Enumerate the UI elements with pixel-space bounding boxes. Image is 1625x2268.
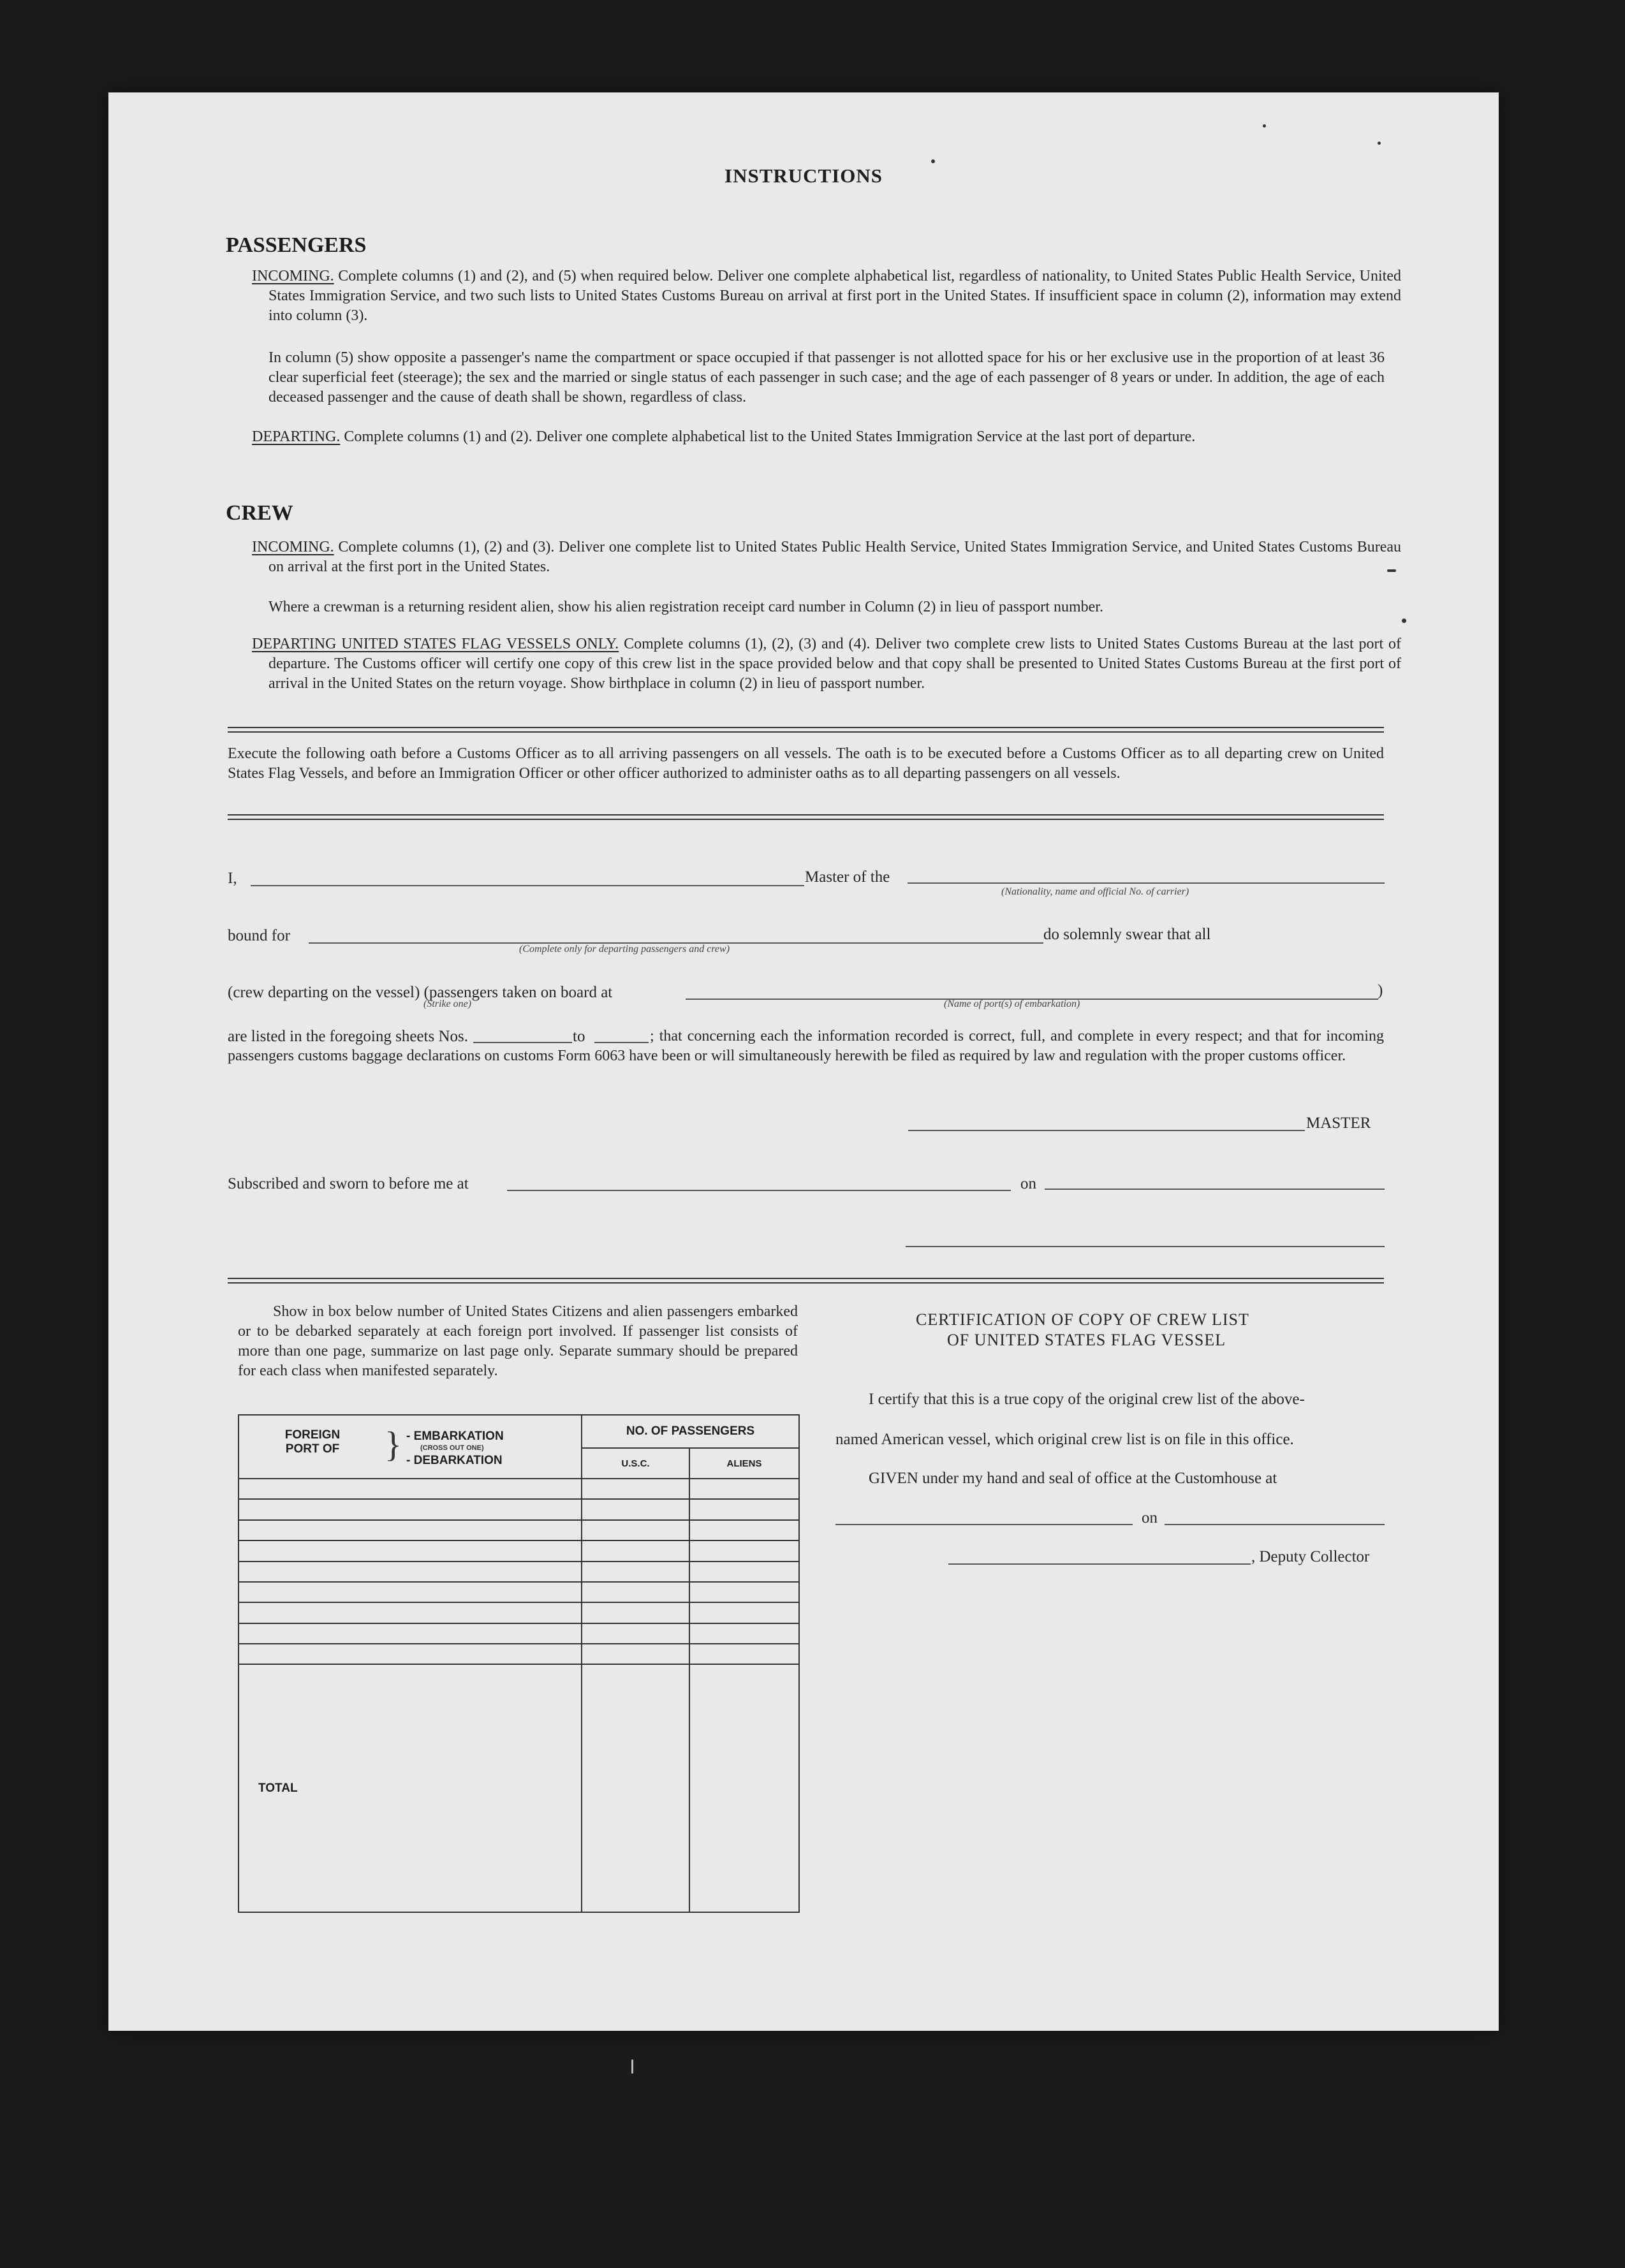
port-cell[interactable] [239,1602,582,1623]
table-row [239,1499,799,1519]
cross-out-label: (CROSS OUT ONE) [420,1444,484,1452]
sworn-date-field[interactable] [1045,1189,1385,1190]
foreign-port-header [239,1415,582,1479]
usc-cell[interactable] [582,1582,689,1602]
port-cell[interactable] [239,1582,582,1602]
deputy-collector-label: , Deputy Collector [1251,1548,1370,1565]
embarkation-label: - EMBARKATION [406,1430,504,1443]
table-row [239,1644,799,1664]
usc-cell[interactable] [582,1540,689,1561]
divider-rule [228,1282,1384,1284]
usc-cell[interactable] [582,1602,689,1623]
crew-departing-label: DEPARTING UNITED STATES FLAG VESSELS ONLY. [252,636,619,652]
debarkation-label: - DEBARKATION [406,1454,503,1467]
aliens-cell[interactable] [689,1602,799,1623]
certification-title-line1: CERTIFICATION OF COPY OF CREW LIST [916,1310,1249,1329]
listed-label: are listed in the foregoing sheets Nos. [228,1028,468,1045]
oath-intro-paragraph: Execute the following oath before a Customs Officer as to all arriving passengers on all vessels. The oath is to be executed before a Customs Officer as to all departing crew on United States Flag Vessels, and before an Immigration Officer or other officer authorized to administer oaths as to all departing passengers on all vessels. [228,745,1384,782]
carrier-field[interactable] [908,882,1385,884]
passengers-departing-paragraph [252,427,1401,447]
port-cell[interactable] [239,1623,582,1644]
aliens-header: ALIENS [689,1448,799,1479]
deputy-signature-field[interactable] [948,1563,1251,1565]
certification-title-line2: OF UNITED STATES FLAG VESSEL [947,1331,1226,1349]
usc-total-cell[interactable] [582,1664,689,1912]
passengers-incoming-text: Complete columns (1) and (2), and (5) when required below. Deliver one complete alphabetical list, regardless of nationality, to United States Public Health Service, United States Immigration Service, and two such lists to United States Customs Bureau on arrival at first port in the United States. If insufficient space in column (2), information may extend into column (3). [268,268,1402,324]
departing-caption: (Complete only for departing passengers and crew) [519,944,730,955]
carrier-caption: (Nationality, name and official No. of carrier) [1001,886,1189,897]
total-label: TOTAL [239,1664,582,1912]
given-line: GIVEN under my hand and seal of office at the Customhouse at [869,1470,1277,1487]
table-row [239,1520,799,1540]
master-label: MASTER [1306,1115,1371,1132]
aliens-cell[interactable] [689,1582,799,1602]
passengers-departing-label: DEPARTING. [252,428,341,445]
scan-speck [631,2059,633,2074]
table-row [239,1479,799,1499]
oath-statement-paragraph: ; that concerning each the information recorded is correct, full, and complete in every respect; and that for incoming passengers customs baggage declarations on customs Form 6063 have been or will simultaneously herewith be filed as required by law and regulation with the proper customs officer. [228,1028,1384,1064]
crew-incoming-label: INCOMING. [252,539,334,555]
scan-speck [1263,124,1266,128]
aliens-cell[interactable] [689,1644,799,1664]
divider-rule [228,819,1384,820]
crew-incoming-text: Complete columns (1), (2) and (3). Deliver one complete list to United States Public Health Service, United States Immigration Service, and United States Customs Bureau on arrival at the first port in the United States. [268,539,1401,575]
table-row [239,1623,799,1644]
listed-to-label: to [573,1028,585,1045]
divider-rule [228,731,1384,733]
certify-line2: named American vessel, which original crew list is on file in this office. [835,1431,1294,1448]
officer-signature-field[interactable] [906,1246,1385,1247]
certify-line1: I certify that this is a true copy of the original crew list of the above- [869,1391,1305,1408]
port-caption: (Name of port(s) of embarkation) [944,999,1080,1009]
scan-speck [931,159,935,163]
crew-alien-paragraph: Where a crewman is a returning resident alien, show his alien registration receipt card number in Column (2) in lieu of passport number. [268,599,1103,615]
scan-speck [1402,618,1406,623]
sworn-place-field[interactable] [507,1190,1011,1191]
divider-rule [228,727,1384,728]
usc-cell[interactable] [582,1520,689,1540]
subscribed-label: Subscribed and sworn to before me at [228,1175,469,1192]
crew-departing-label: (crew departing on the vessel) (passengers taken on board at [228,984,613,1001]
usc-cell[interactable] [582,1479,689,1499]
port-cell[interactable] [239,1644,582,1664]
master-signature-field[interactable] [908,1130,1305,1131]
certification-date-field[interactable] [1165,1524,1385,1525]
crew-departing-paragraph [252,634,1401,694]
aliens-cell[interactable] [689,1479,799,1499]
usc-cell[interactable] [582,1644,689,1664]
table-row [239,1582,799,1602]
strike-caption: (Strike one) [423,999,472,1009]
usc-cell[interactable] [582,1623,689,1644]
aliens-cell[interactable] [689,1540,799,1561]
passenger-summary-table [238,1414,800,1913]
passengers-heading: PASSENGERS [226,233,367,257]
table-row [239,1540,799,1561]
page-title: INSTRUCTIONS [724,165,883,187]
crew-departing-text: Complete columns (1), (2), (3) and (4). Deliver two complete crew lists to United States Customs Bureau at the last port of departure. The Customs officer will certify one copy of this crew list in the space provided below and that copy shall be presented to United States Customs Bureau at the first port of arrival in the United States on the return voyage. Show birthplace in column (2) in lieu of passport number. [268,636,1402,692]
table-row [239,1602,799,1623]
table-row [239,1562,799,1582]
sworn-on-label: on [1020,1175,1036,1192]
no-passengers-header: NO. OF PASSENGERS [582,1415,799,1448]
port-cell[interactable] [239,1540,582,1561]
customhouse-field[interactable] [835,1524,1133,1525]
scan-speck [1378,142,1381,145]
divider-rule [228,814,1384,816]
total-row [239,1664,799,1912]
foreign-port-label: FOREIGN PORT OF [284,1428,341,1456]
crew-heading: CREW [226,501,293,525]
passengers-incoming-paragraph [252,267,1401,326]
usc-cell[interactable] [582,1562,689,1582]
passengers-incoming-label: INCOMING. [252,268,334,284]
port-cell[interactable] [239,1479,582,1499]
passengers-column5-paragraph: In column (5) show opposite a passenger's name the compartment or space occupied if that passenger is not allotted space for his or her exclusive use in the proportion of at least 36 clear superficial feet (steerage); the sex and the married or single status of each passenger in such case; and the age of each passenger of 8 years or under. In addition, the age of each deceased passenger and the cause of death shall be shown, regardless of class. [268,349,1385,406]
brace-glyph: } [385,1425,402,1465]
aliens-cell[interactable] [689,1562,799,1582]
bound-for-label: bound for [228,927,290,944]
port-cell[interactable] [239,1562,582,1582]
aliens-total-cell[interactable] [689,1664,799,1912]
swear-label: do solemnly swear that all [1043,926,1211,943]
crew-incoming-paragraph [252,538,1401,577]
oath-i-label: I, [228,870,237,887]
port-cell[interactable] [239,1499,582,1519]
aliens-cell[interactable] [689,1499,799,1519]
aliens-cell[interactable] [689,1623,799,1644]
usc-header: U.S.C. [582,1448,689,1479]
passengers-departing-text: Complete columns (1) and (2). Deliver one complete alphabetical list to the United States Immigration Service at the last port of departure. [344,428,1196,445]
port-cell[interactable] [239,1520,582,1540]
aliens-cell[interactable] [689,1520,799,1540]
master-name-field[interactable] [251,885,804,886]
certification-on-label: on [1142,1509,1158,1526]
divider-rule [228,1278,1384,1279]
close-paren: ) [1378,982,1383,999]
master-of-label: Master of the [805,868,890,886]
usc-cell[interactable] [582,1499,689,1519]
summary-instructions: Show in box below number of United States Citizens and alien passengers embarked or to be debarked separately at each foreign port involved. If passenger list consists of more than one page, summarize on last page only. Separate summary should be prepared for each class when manifested separately. [238,1303,798,1379]
